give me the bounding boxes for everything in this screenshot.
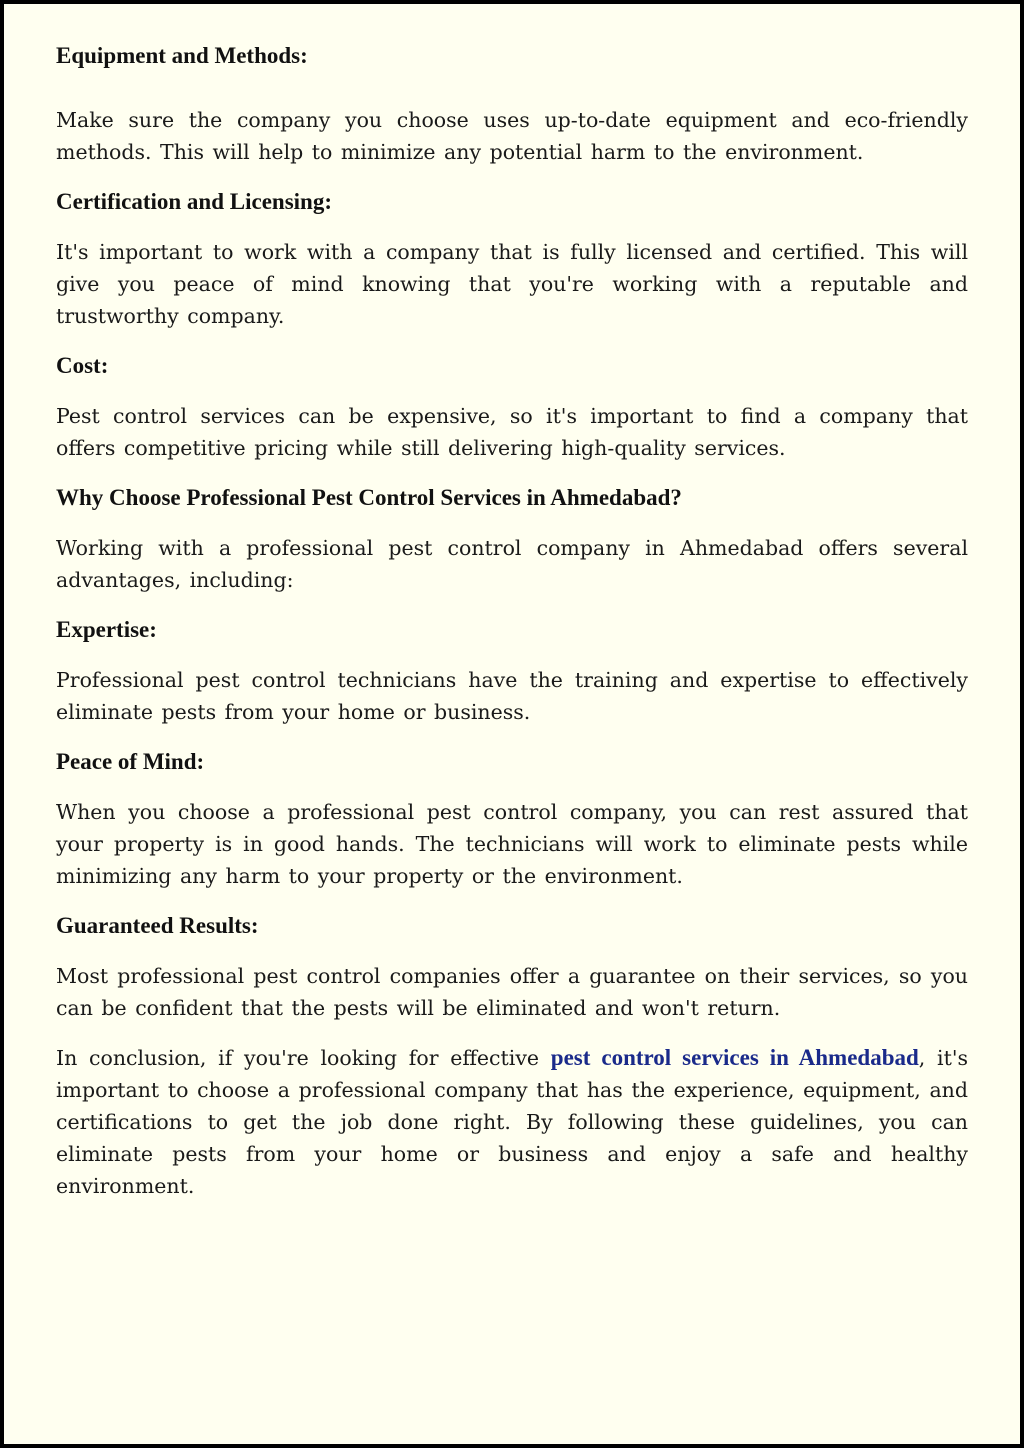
conclusion-text-before-link: In conclusion, if you're looking for effective: [56, 1046, 551, 1070]
paragraph-conclusion: [56, 1042, 968, 1202]
heading-why-choose: Why Choose Professional Pest Control Services in Ahmedabad?: [56, 485, 682, 510]
paragraph-certification-licensing: It's important to work with a company that is fully licensed and certified. This will give you peace of mind knowing that you're working with a reputable and trustworthy company.: [56, 240, 968, 328]
heading-cost: Cost:: [56, 353, 109, 378]
paragraph-guaranteed-results: Most professional pest control companies offer a guarantee on their services, so you can be confident that the pests will be eliminated and won't return.: [56, 964, 968, 1020]
paragraph-equipment-methods: Make sure the company you choose uses up-to-date equipment and eco-friendly methods. This will help to minimize any potential harm to the environment.: [56, 108, 968, 164]
pest-control-services-link[interactable]: pest control services in Ahmedabad: [550, 1045, 919, 1070]
heading-certification-licensing: Certification and Licensing:: [56, 189, 332, 214]
heading-equipment-methods: Equipment and Methods:: [56, 43, 308, 68]
paragraph-peace-of-mind: When you choose a professional pest control company, you can rest assured that your property is in good hands. The technicians will work to eliminate pests while minimizing any harm to your property or the environment.: [56, 800, 968, 888]
heading-guaranteed-results: Guaranteed Results:: [56, 913, 259, 938]
conclusion-text-after-link: , it's important to choose a professional company that has the experience, equipment, and certifications to get the job done right. By following these guidelines, you can eliminate pests from your home or business and enjoy a safe and healthy environment.: [56, 1046, 968, 1198]
paragraph-expertise: Professional pest control technicians have the training and expertise to effectively eliminate pests from your home or business.: [56, 668, 968, 724]
heading-expertise: Expertise:: [56, 617, 157, 642]
heading-peace-of-mind: Peace of Mind:: [56, 749, 205, 774]
paragraph-cost: Pest control services can be expensive, so it's important to find a company that offers competitive pricing while still delivering high-quality services.: [56, 404, 968, 460]
paragraph-why-choose: Working with a professional pest control company in Ahmedabad offers several advantages, including:: [56, 536, 968, 592]
